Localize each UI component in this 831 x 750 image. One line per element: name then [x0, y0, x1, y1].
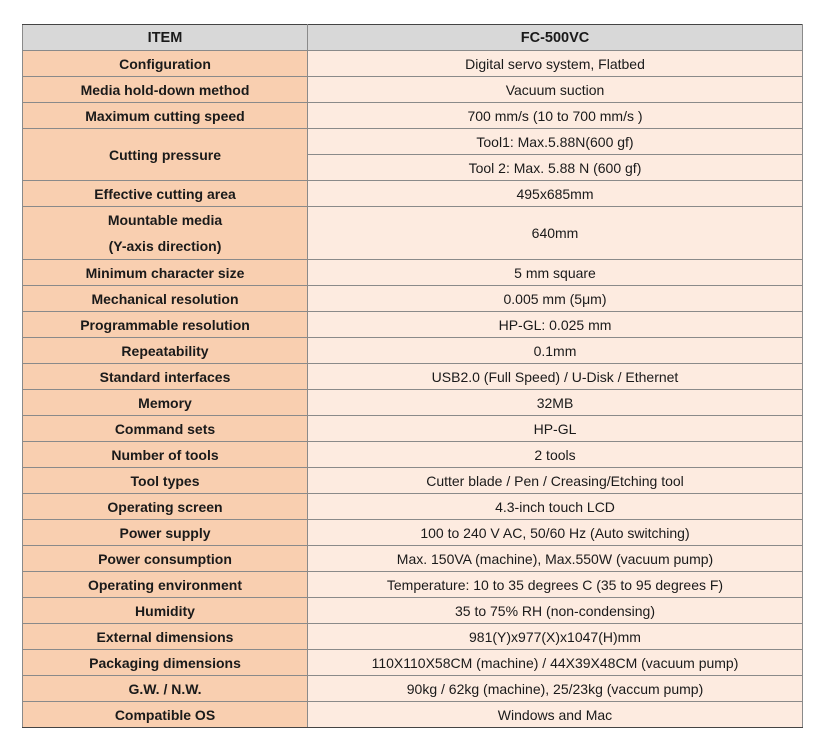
- spec-value: 90kg / 62kg (machine), 25/23kg (vaccum pump): [308, 676, 803, 702]
- spec-label: Command sets: [23, 416, 308, 442]
- spec-value: USB2.0 (Full Speed) / U-Disk / Ethernet: [308, 364, 803, 390]
- spec-label: Standard interfaces: [23, 364, 308, 390]
- spec-value: 700 mm/s (10 to 700 mm/s ): [308, 103, 803, 129]
- spec-label: Programmable resolution: [23, 312, 308, 338]
- spec-label: Effective cutting area: [23, 181, 308, 207]
- table-row: [23, 51, 803, 77]
- table-row: [23, 77, 803, 103]
- table-row: [23, 286, 803, 312]
- spec-label: Cutting pressure: [23, 129, 308, 181]
- spec-value: HP-GL: [308, 416, 803, 442]
- spec-value: Tool1: Max.5.88N(600 gf): [308, 129, 803, 155]
- spec-value: HP-GL: 0.025 mm: [308, 312, 803, 338]
- table-row: [23, 129, 803, 155]
- table-row: [23, 338, 803, 364]
- spec-label: Operating screen: [23, 494, 308, 520]
- table-row: [23, 103, 803, 129]
- table-row: [23, 598, 803, 624]
- table-row: [23, 416, 803, 442]
- spec-value: Cutter blade / Pen / Creasing/Etching tool: [308, 468, 803, 494]
- spec-value: 0.005 mm (5μm): [308, 286, 803, 312]
- model-column-header: FC-500VC: [308, 25, 803, 51]
- table-row: [23, 364, 803, 390]
- spec-value: 981(Y)x977(X)x1047(H)mm: [308, 624, 803, 650]
- spec-label: Media hold-down method: [23, 77, 308, 103]
- spec-label-line: (Y-axis direction): [108, 238, 222, 254]
- spec-label: Tool types: [23, 468, 308, 494]
- table-row: [23, 260, 803, 286]
- spec-value: Digital servo system, Flatbed: [308, 51, 803, 77]
- spec-value: 4.3-inch touch LCD: [308, 494, 803, 520]
- table-row: [23, 572, 803, 598]
- table-row: [23, 312, 803, 338]
- item-column-header: ITEM: [23, 25, 308, 51]
- table-row: [23, 468, 803, 494]
- spec-label: Operating environment: [23, 572, 308, 598]
- spec-value: 100 to 240 V AC, 50/60 Hz (Auto switching): [308, 520, 803, 546]
- header-row: [23, 25, 803, 51]
- spec-label: Power consumption: [23, 546, 308, 572]
- table-row: [23, 181, 803, 207]
- spec-label: Power supply: [23, 520, 308, 546]
- table-row: [23, 650, 803, 676]
- spec-value: Vacuum suction: [308, 77, 803, 103]
- spec-label: External dimensions: [23, 624, 308, 650]
- spec-value: Max. 150VA (machine), Max.550W (vacuum pump): [308, 546, 803, 572]
- spec-value: 495x685mm: [308, 181, 803, 207]
- table-row: [23, 442, 803, 468]
- spec-label: Configuration: [23, 51, 308, 77]
- spec-value: 5 mm square: [308, 260, 803, 286]
- table-row: [23, 207, 803, 260]
- spec-label: Packaging dimensions: [23, 650, 308, 676]
- spec-value: 640mm: [308, 207, 803, 260]
- table-row: [23, 494, 803, 520]
- spec-value: 0.1mm: [308, 338, 803, 364]
- spec-value: 35 to 75% RH (non-condensing): [308, 598, 803, 624]
- spec-label: [23, 207, 308, 260]
- spec-label: Humidity: [23, 598, 308, 624]
- spec-label: Minimum character size: [23, 260, 308, 286]
- spec-label: Mechanical resolution: [23, 286, 308, 312]
- table-row: [23, 390, 803, 416]
- spec-label: Repeatability: [23, 338, 308, 364]
- table-row: [23, 702, 803, 728]
- spec-value: 32MB: [308, 390, 803, 416]
- spec-value: 110X110X58CM (machine) / 44X39X48CM (vacuum pump): [308, 650, 803, 676]
- spec-value: Temperature: 10 to 35 degrees C (35 to 95 degrees F): [308, 572, 803, 598]
- table-row: [23, 676, 803, 702]
- spec-value: Tool 2: Max. 5.88 N (600 gf): [308, 155, 803, 181]
- table-row: [23, 546, 803, 572]
- spec-value: 2 tools: [308, 442, 803, 468]
- spec-label: Compatible OS: [23, 702, 308, 728]
- spec-label: Number of tools: [23, 442, 308, 468]
- spec-label-line: Mountable media: [107, 212, 223, 228]
- table-row: [23, 520, 803, 546]
- spec-label: Maximum cutting speed: [23, 103, 308, 129]
- spec-value: Windows and Mac: [308, 702, 803, 728]
- spec-table: [22, 24, 803, 728]
- spec-label: Memory: [23, 390, 308, 416]
- table-row: [23, 624, 803, 650]
- spec-label: G.W. / N.W.: [23, 676, 308, 702]
